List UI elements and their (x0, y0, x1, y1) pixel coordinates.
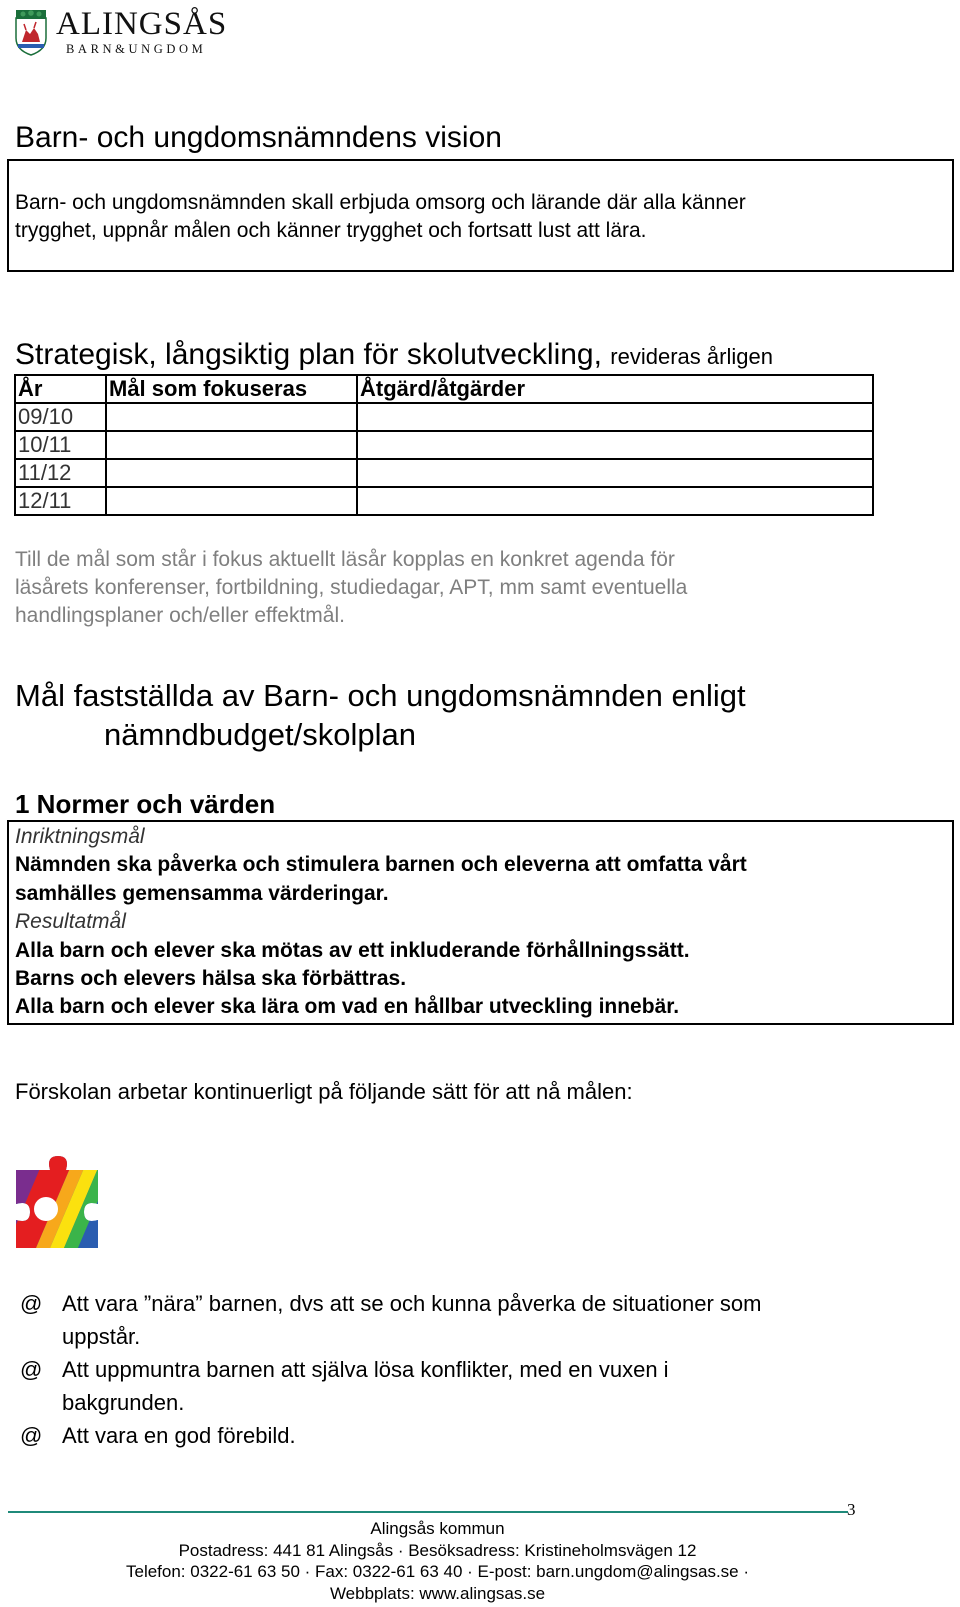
table-cell (357, 487, 873, 515)
column-header: År (15, 375, 106, 403)
result-goal: Alla barn och elever ska mötas av ett inkluderande förhållningssätt. (15, 938, 690, 962)
table-cell (106, 487, 357, 515)
table-row (15, 459, 873, 487)
footer-org: Alingsås kommun (370, 1519, 505, 1538)
norms-heading: 1 Normer och värden (15, 789, 276, 819)
strategy-subtitle: revideras årligen (610, 344, 773, 369)
crest-icon (14, 8, 48, 56)
vision-title: Barn- och ungdomsnämndens vision (15, 121, 502, 154)
goals-title (15, 676, 746, 754)
goals-title-line: nämndbudget/skolplan (104, 717, 416, 752)
list-item (20, 1419, 920, 1452)
table-cell-year: 10/11 (15, 431, 106, 459)
logo-name: ALINGSÅS (56, 6, 228, 42)
column-header: Åtgärd/åtgärder (357, 375, 873, 403)
goals-content (15, 823, 935, 1022)
logo-subtitle: BARN&UNGDOM (66, 42, 207, 56)
goal-label: Inriktningsmål (15, 825, 145, 848)
table-cell-year: 11/12 (15, 459, 106, 487)
table-cell (357, 431, 873, 459)
agenda-text (15, 546, 915, 630)
result-goal: Alla barn och elever ska lära om vad en hållbar utveckling innebär. (15, 995, 680, 1019)
agenda-line: handlingsplaner och/eller effektmål. (15, 604, 345, 627)
puzzle-piece-icon (16, 1154, 98, 1248)
footer-contact: Telefon: 0322-61 63 50 · Fax: 0322-61 63 40 · E-post: barn.ungdom@alingsas.se · (125, 1562, 750, 1581)
at-bullet-icon: @ (20, 1357, 43, 1382)
page-number: 3 (847, 1500, 856, 1519)
table-cell-year: 09/10 (15, 403, 106, 431)
at-bullet-icon: @ (20, 1423, 43, 1448)
agenda-line: läsårets konferenser, fortbildning, studiedagar, APT, mm samt eventuella (15, 576, 688, 599)
strategy-title-main: Strategisk, långsiktig plan för skolutveckling, (15, 338, 602, 371)
vision-line: Barn- och ungdomsnämnden skall erbjuda omsorg och lärande där alla känner (15, 191, 746, 214)
goals-title-line: Mål fastställda av Barn- och ungdomsnämnden enligt (15, 678, 746, 713)
table-row (15, 487, 873, 515)
plan-table (14, 374, 874, 516)
method-list (20, 1287, 920, 1452)
goal-text: Nämnden ska påverka och stimulera barnen och eleverna att omfatta vårt (15, 853, 747, 877)
footer (0, 1518, 875, 1604)
goal-text: samhälles gemensamma värderingar. (15, 881, 389, 905)
footer-address: Postadress: 441 81 Alingsås · Besöksadress: Kristineholmsvägen 12 (178, 1540, 697, 1560)
list-item-line: Att vara en god förebild. (62, 1423, 296, 1448)
table-cell (106, 459, 357, 487)
table-cell (357, 403, 873, 431)
agenda-line: Till de mål som står i fokus aktuellt läsår kopplas en konkret agenda för (15, 548, 675, 571)
goal-label: Resultatmål (15, 910, 126, 934)
at-bullet-icon: @ (20, 1291, 43, 1316)
list-item-line: Att uppmuntra barnen att själva lösa konflikter, med en vuxen i (62, 1357, 669, 1382)
result-goal: Barns och elevers hälsa ska förbättras. (15, 967, 407, 991)
table-cell-year: 12/11 (15, 487, 106, 515)
table-cell (106, 403, 357, 431)
alingsas-logo (14, 8, 254, 58)
list-item-line: uppstår. (62, 1324, 141, 1349)
table-row (15, 403, 873, 431)
vision-text (15, 189, 925, 245)
table-cell (106, 431, 357, 459)
footer-website: Webbplats: www.alingsas.se (329, 1583, 546, 1603)
table-cell (357, 459, 873, 487)
list-item-line: Att vara ”nära” barnen, dvs att se och kunna påverka de situationer som (62, 1291, 762, 1316)
strategy-title (15, 338, 773, 372)
list-item (20, 1287, 920, 1353)
preschool-text: Förskolan arbetar kontinuerligt på följande sätt för att nå målen: (15, 1079, 633, 1104)
table-header-row (15, 375, 873, 403)
list-item (20, 1353, 920, 1419)
vision-line: trygghet, uppnår målen och känner trygghet och fortsatt lust att lära. (15, 219, 647, 242)
footer-divider (8, 1511, 848, 1513)
column-header: Mål som fokuseras (106, 375, 357, 403)
table-row (15, 431, 873, 459)
list-item-line: bakgrunden. (62, 1390, 185, 1415)
